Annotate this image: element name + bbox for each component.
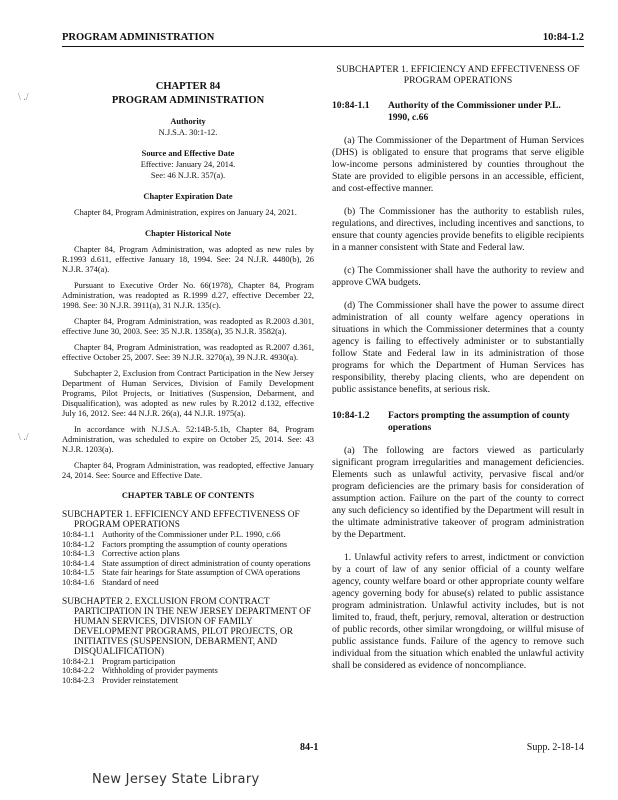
source-effective: Effective: January 24, 2014.	[140, 160, 236, 169]
section-heading	[332, 100, 584, 124]
toc-entry-title: Authority of the Commissioner under P.L. 1990, c.66	[102, 530, 281, 539]
header-title: PROGRAM ADMINISTRATION	[62, 32, 215, 43]
toc-entry-number: 10:84-1.2	[62, 539, 95, 549]
history-heading: Chapter Historical Note	[145, 229, 231, 238]
expiration-heading: Chapter Expiration Date	[143, 192, 233, 201]
toc-heading: CHAPTER TABLE OF CONTENTS	[121, 491, 255, 500]
source-see: See: 46 N.J.R. 357(a).	[150, 171, 226, 180]
authority-text: N.J.S.A. 30:1-12.	[158, 128, 218, 137]
section-number: 10:84-1.2	[332, 410, 370, 421]
history-note: Chapter 84, Program Administration, was readopted as R.2007 d.361, effective October 25, 2007. See: 39 N.J.R. 3270(a), 39 N.J.R. 4930(a).	[62, 343, 314, 362]
toc-entry	[62, 657, 314, 667]
supplement-date: Supp. 2-18-14	[526, 742, 584, 753]
left-column	[62, 64, 314, 685]
scan-mark: \ ./	[18, 92, 29, 103]
toc-list-2	[62, 657, 314, 686]
toc-entry	[62, 559, 314, 569]
expiration-text: Chapter 84, Program Administration, expires on January 24, 2021.	[74, 208, 297, 217]
toc-entry-number: 10:84-2.1	[62, 656, 95, 666]
toc-entry-title: Provider reinstatement	[102, 675, 179, 685]
toc-entry	[62, 578, 314, 588]
toc-entry-number: 10:84-1.1	[62, 530, 95, 539]
toc-entry-number: 10:84-1.3	[62, 549, 95, 559]
toc-entry-title: Factors prompting the assumption of county operations	[102, 539, 288, 549]
toc-entry-title: Standard of need	[102, 577, 159, 587]
history-note: Chapter 84, Program Administration, was adopted as new rules by R.1993 d.611, effective January 18, 1994. See: 24 N.J.R. 4480(b), 26 N.J.R. 374(a).	[62, 245, 314, 274]
right-column	[332, 64, 584, 672]
toc-entry	[62, 540, 314, 550]
section-title: Authority of the Commissioner under P.L. 1990, c.66	[388, 100, 561, 123]
toc-entry-title: Withholding of provider payments	[102, 666, 218, 676]
history-note: Subchapter 2, Exclusion from Contract Participation in the New Jersey Department of Human Services, Division of Family Development Programs, Pilot Projects, or Initiatives (Suspension, Debarment, and Disqualification), was adopted as new rules by R.2012 d.132, effective July 16, 2012. See: 44 N.J.R. 26(a), 44 N.J.R. 1975(a).	[62, 369, 314, 418]
toc-entry	[62, 568, 314, 578]
header-section: 10:84-1.2	[542, 32, 584, 43]
section-paragraph: (d) The Commissioner shall have the power to assume direct administration of all county welfare agency operations in situations in which the Commissioner determines that a county agency is failing to effectively administer or to substantially follow State and Federal law in its administration of those programs for which the Department of Human Services has responsibility, thereby placing clients, who are dependent on public assistance benefits, at serious risk.	[332, 300, 584, 395]
toc-entry	[62, 549, 314, 559]
toc-entry	[62, 530, 314, 540]
toc-entry	[62, 666, 314, 676]
toc-entry-title: State fair hearings for State assumption of CWA operations	[102, 568, 301, 578]
section-paragraph: (a) The following are factors viewed as particularly significant program irregularities and management deficiencies. Elements such as unlawful activity, pervasive fiscal and/or program deficiencies are the primary basis for consideration of assumption action. Failure on the part of the county to correct any such deficiency so identified by the Department will result in the ultimate administrative takeover of program administration by the Department.	[332, 445, 584, 540]
chapter-title: PROGRAM ADMINISTRATION	[111, 95, 265, 106]
library-stamp: New Jersey State Library	[92, 772, 260, 787]
toc-entry-number: 10:84-2.2	[62, 666, 95, 676]
section-paragraph: 1. Unlawful activity refers to arrest, indictment or conviction by a court of law of any senior official of a county welfare agency, county welfare board or other appropriate county welfare agency governing body for abuse(s) related to public assistance program administration. Unlawful activity includes, but is not limited to, fraud, theft, perjury, removal, alteration or destruction of public records, other similar wrongdoing, or willful misuse of public assistance funds. Failure of the agency to remove such individual from the situation which enabled the unlawful activity shall be considered as evidence of noncompliance.	[332, 552, 584, 671]
toc-list-1	[62, 530, 314, 588]
chapter-number: CHAPTER 84	[155, 81, 221, 92]
toc-entry-title: Corrective action plans	[102, 549, 180, 559]
history-note: Chapter 84, Program Administration, was readopted as R.2003 d.301, effective June 30, 2003. See: 35 N.J.R. 1358(a), 35 N.J.R. 3582(a).	[62, 317, 314, 336]
section-title: Factors prompting the assumption of county operations	[388, 410, 570, 433]
toc-subchapter-1: SUBCHAPTER 1. EFFICIENCY AND EFFECTIVENESS OF PROGRAM OPERATIONS	[62, 510, 300, 530]
authority-heading: Authority	[170, 117, 206, 126]
toc-entry-title: State assumption of direct administration of county operations	[102, 558, 311, 568]
subchapter-heading: SUBCHAPTER 1. EFFICIENCY AND EFFECTIVENESS OF PROGRAM OPERATIONS	[336, 64, 580, 86]
section-paragraph: (b) The Commissioner has the authority to establish rules, regulations, and directives, including incentives and sanctions, to ensure that county agencies provide benefits to eligible recipients in a manner consistent with State and Federal law.	[332, 206, 584, 253]
section-number: 10:84-1.1	[332, 100, 370, 111]
toc-entry-title: Program participation	[102, 656, 176, 666]
source-heading: Source and Effective Date	[141, 149, 235, 158]
toc-entry-number: 10:84-1.6	[62, 577, 95, 587]
section-heading	[332, 410, 584, 434]
page-number: 84-1	[300, 742, 319, 753]
running-header	[62, 30, 584, 47]
history-note: Pursuant to Executive Order No. 66(1978), Chapter 84, Program Administration, was readopted as R.1999 d.27, effective December 22, 1998. See: 30 N.J.R. 3911(a), 31 N.J.R. 135(c).	[62, 281, 314, 310]
toc-entry	[62, 676, 314, 686]
toc-entry-number: 10:84-2.3	[62, 675, 95, 685]
section-paragraph: (a) The Commissioner of the Department of Human Services (DHS) is obligated to ensure that programs that serve eligible low-income persons administered by counties throughout the State are provided to eligible persons in an accessible, efficient, and cost-effective manner.	[332, 135, 584, 194]
toc-entry-number: 10:84-1.4	[62, 558, 95, 568]
toc-subchapter-2: SUBCHAPTER 2. EXCLUSION FROM CONTRACT PARTICIPATION IN THE NEW JERSEY DEPARTMENT OF HUMAN SERVICES, DIVISION OF FAMILY DEVELOPMENT PROGRAMS, PILOT PROJECTS, OR INITIATIVES (SUSPENSION, DEBARMENT, AND DISQUALIFICATION)	[62, 596, 312, 657]
section-paragraph: (c) The Commissioner shall have the authority to review and approve CWA budgets.	[332, 265, 584, 288]
history-note: Chapter 84, Program Administration, was readopted, effective January 24, 2014. See: Source and Effective Date.	[62, 461, 314, 480]
toc-entry-number: 10:84-1.5	[62, 568, 95, 578]
history-note: In accordance with N.J.S.A. 52:14B-5.1b, Chapter 84, Program Administration, was scheduled to expire on October 25, 2014. See: 43 N.J.R. 1203(a).	[62, 425, 314, 454]
scan-mark: \ ./	[18, 432, 29, 443]
